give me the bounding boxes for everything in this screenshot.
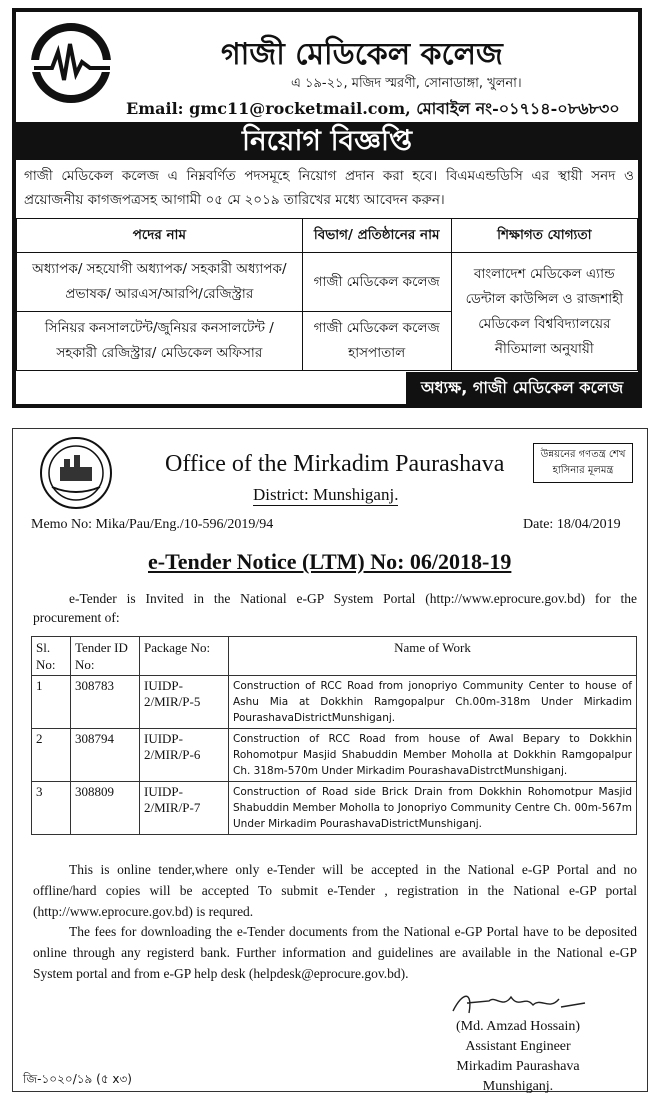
- work-cell: Construction of RCC Road from jonopriyo Community Center to house of Ashu Mia at Dokkhin Ramgopalpur Ch.00m-318m Under Mirkadim PourashavaDistrictMunshiganj.: [229, 676, 637, 729]
- sl-cell: 2: [32, 729, 71, 782]
- header-package: Package No:: [140, 637, 229, 676]
- work-cell: Construction of Road side Brick Drain from Dokkhin Rohomotpur Masjid Shabuddin Member Moholla to Jonopriyo Community Centre Ch. 00m-567m Under Mirkadim PourashavaDistrictMunshiganj.: [229, 782, 637, 835]
- header-work: Name of Work: [229, 637, 637, 676]
- office-title: Office of the Mirkadim Paurashava: [165, 451, 505, 477]
- table-row: [32, 729, 637, 782]
- college-logo-icon: [30, 22, 112, 104]
- signer-title: Assistant Engineer: [465, 1039, 571, 1054]
- header-post: পদের নাম: [17, 219, 303, 253]
- qualification-cell: বাংলাদেশ মেডিকেল এ্যান্ড ডেন্টাল কাউন্সিল ও রাজশাহী মেডিকেল বিশ্ববিদ্যালয়ের নীতিমালা অনুযায়ী: [451, 253, 637, 371]
- sl-cell: 1: [32, 676, 71, 729]
- invite-text: e-Tender is Invited in the National e-GP System Portal (http://www.eprocure.gov.bd) for the procurement of:: [33, 591, 637, 625]
- notice-date: Date: 18/04/2019: [523, 517, 621, 532]
- post-cell: সিনিয়র কনসালটেন্ট/জুনিয়র কনসালটেন্ট / সহকারী রেজিস্ট্রার/ মেডিকেল অফিসার: [17, 312, 303, 371]
- recruitment-ad: [12, 8, 642, 408]
- slogan-box: উন্নয়নের গণতন্ত্র শেখ হাসিনার মূলমন্ত্র: [533, 443, 633, 483]
- tender-id-cell: 308783: [71, 676, 140, 729]
- header-tender-id: Tender ID No:: [71, 637, 140, 676]
- principal-signoff: অধ্যক্ষ, গাজী মেডিকেল কলেজ: [406, 372, 638, 404]
- dept-cell: গাজী মেডিকেল কলেজ: [302, 253, 451, 312]
- tender-title: e-Tender Notice (LTM) No: 06/2018-19: [148, 549, 512, 574]
- tender-table: [31, 636, 637, 835]
- fees-paragraph: The fees for downloading the e-Tender documents from the National e-GP Portal have to be deposited online through any registerd bank. Further information and guidelines are available in the National e-GP System portal and from e-GP help desk (helpdesk@eprocure.gov.bd).: [33, 924, 637, 981]
- table-row: [17, 253, 638, 312]
- package-cell: IUIDP-2/MIR/P-5: [140, 676, 229, 729]
- table-row: [32, 782, 637, 835]
- post-cell: অধ্যাপক/ সহযোগী অধ্যাপক/ সহকারী অধ্যাপক/ প্রভাষক/ আরএস/আরপি/রেজিস্ট্রার: [17, 253, 303, 312]
- signer-office: Mirkadim Paurashava: [456, 1059, 580, 1074]
- tender-id-cell: 308794: [71, 729, 140, 782]
- signer-name: (Md. Amzad Hossain): [455, 1019, 581, 1034]
- tender-notice: [12, 428, 648, 1092]
- signature-block: [433, 1017, 603, 1097]
- paurashava-seal-icon: [38, 435, 114, 511]
- memo-number: Memo No: Mika/Pau/Eng./10-596/2019/94: [31, 517, 274, 532]
- online-tender-paragraph: This is online tender,where only e-Tender will be accepted in the National e-GP Portal and no offline/hard copies will be accepted To submit e-Tender , registration in the National e-GP portal (http://www.eprocure.gov.bd) is requred.: [33, 862, 637, 919]
- college-name: গাজী মেডিকেল কলেজ: [221, 37, 503, 72]
- header-sl: Sl. No:: [32, 637, 71, 676]
- header-dept: বিভাগ/ প্রতিষ্ঠানের নাম: [302, 219, 451, 253]
- package-cell: IUIDP-2/MIR/P-6: [140, 729, 229, 782]
- posts-table: [16, 218, 638, 371]
- publication-ref: জি-১০২০/১৯ (৫ x৩): [23, 1072, 132, 1086]
- handwritten-signature-icon: [449, 989, 589, 1019]
- package-cell: IUIDP-2/MIR/P-7: [140, 782, 229, 835]
- dept-cell: গাজী মেডিকেল কলেজ হাসপাতাল: [302, 312, 451, 371]
- work-cell: Construction of RCC Road from house of Awal Bepary to Dokkhin Rohomotpur Masjid Shabuddin Member Moholla at Dokkhin Ramgopalpur Ch. 318m-570m Under Mirkadim PourashavaDistrctMunshiganj.: [229, 729, 637, 782]
- contact-line: Email: gmc11@rocketmail.com, মোবাইল নং-০১৭১৪-০৮৬৮৩০: [126, 99, 620, 118]
- district-label: District: Munshiganj.: [253, 485, 399, 504]
- sl-cell: 3: [32, 782, 71, 835]
- notice-title: নিয়োগ বিজ্ঞপ্তি: [16, 122, 638, 160]
- header-qualification: শিক্ষাগত যোগ্যতা: [451, 219, 637, 253]
- college-address: এ ১৯-২১, মজিদ স্মরণী, সোনাডাঙ্গা, খুলনা।: [291, 76, 522, 91]
- table-row: [32, 676, 637, 729]
- tender-id-cell: 308809: [71, 782, 140, 835]
- notice-intro: গাজী মেডিকেল কলেজ এ নিম্নবর্ণিত পদসমূহে নিয়োগ প্রদান করা হবে। বিএমএন্ডডিসি এর স্থায়ী সনদ ও প্রয়োজনীয় কাগজপত্রসহ আগামী ০৫ মে ২০১৯ তারিখের মধ্যে আবেদন করুন।: [24, 168, 634, 208]
- signer-place: Munshiganj.: [482, 1079, 554, 1094]
